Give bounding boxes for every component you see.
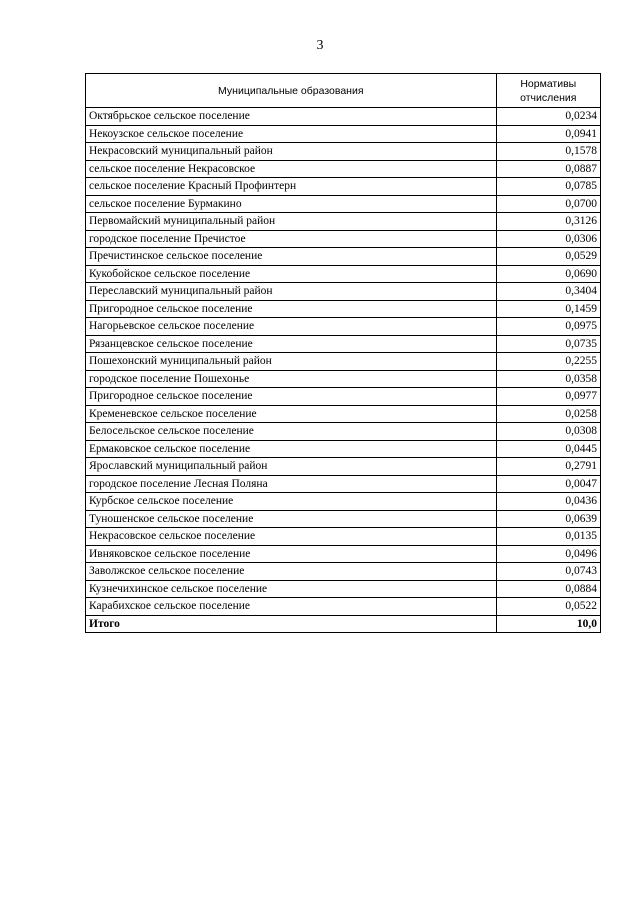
table-row [86,178,601,196]
norm-value: 0,0234 [496,108,600,126]
municipality-name: Первомайский муниципальный район [86,213,497,231]
table-row [86,458,601,476]
norm-value: 0,1459 [496,300,600,318]
norm-value: 0,0135 [496,528,600,546]
table-row [86,580,601,598]
table-body [86,108,601,633]
municipality-name: Заволжское сельское поселение [86,563,497,581]
norm-value: 0,1578 [496,143,600,161]
municipality-name: Курбское сельское поселение [86,493,497,511]
norms-table [85,73,601,633]
total-row [86,615,601,633]
norm-value: 0,0445 [496,440,600,458]
total-value: 10,0 [496,615,600,633]
norm-value: 0,0690 [496,265,600,283]
table-row [86,353,601,371]
table-row [86,545,601,563]
table-row [86,370,601,388]
norm-value: 0,2255 [496,353,600,371]
table-row [86,405,601,423]
header-norms [496,74,600,108]
header-municipalities: Муниципальные образования [86,74,497,108]
table-row [86,598,601,616]
municipality-name: Кузнечихинское сельское поселение [86,580,497,598]
norm-value: 0,3126 [496,213,600,231]
norm-value: 0,0308 [496,423,600,441]
municipality-name: Ивняковское сельское поселение [86,545,497,563]
norm-value: 0,0785 [496,178,600,196]
norm-value: 0,0258 [496,405,600,423]
table-row [86,510,601,528]
table-row [86,493,601,511]
table-row [86,318,601,336]
table-row [86,475,601,493]
municipality-name: городское поселение Пошехонье [86,370,497,388]
municipality-name: городское поселение Лесная Поляна [86,475,497,493]
municipality-name: городское поселение Пречистое [86,230,497,248]
municipality-name: Ярославский муниципальный район [86,458,497,476]
norm-value: 0,0975 [496,318,600,336]
table-row [86,143,601,161]
municipality-name: Белосельское сельское поселение [86,423,497,441]
norm-value: 0,2791 [496,458,600,476]
municipality-name: Рязанцевское сельское поселение [86,335,497,353]
norm-value: 0,0522 [496,598,600,616]
header-norms-line1: Нормативы [520,77,577,90]
norm-value: 0,0047 [496,475,600,493]
page-number: 3 [316,38,324,53]
table-row [86,230,601,248]
municipality-name: сельское поселение Некрасовское [86,160,497,178]
municipality-name: Туношенское сельское поселение [86,510,497,528]
norm-value: 0,0639 [496,510,600,528]
total-label: Итого [86,615,497,633]
norm-value: 0,3404 [496,283,600,301]
table-row [86,563,601,581]
norm-value: 0,0735 [496,335,600,353]
municipality-name: Пошехонский муниципальный район [86,353,497,371]
table-row [86,125,601,143]
norm-value: 0,0700 [496,195,600,213]
table-row [86,213,601,231]
norm-value: 0,0941 [496,125,600,143]
norm-value: 0,0496 [496,545,600,563]
table-row [86,248,601,266]
municipality-name: сельское поселение Бурмакино [86,195,497,213]
municipality-name: сельское поселение Красный Профинтерн [86,178,497,196]
norm-value: 0,0306 [496,230,600,248]
municipality-name: Пригородное сельское поселение [86,388,497,406]
municipality-name: Карабихское сельское поселение [86,598,497,616]
table-row [86,108,601,126]
table-header-row [86,74,601,108]
table-row [86,423,601,441]
table-row [86,283,601,301]
header-norms-line2: отчисления [520,91,577,104]
norm-value: 0,0977 [496,388,600,406]
municipality-name: Пригородное сельское поселение [86,300,497,318]
table-row [86,528,601,546]
table-row [86,440,601,458]
table-row [86,335,601,353]
norm-value: 0,0358 [496,370,600,388]
municipality-name: Некрасовское сельское поселение [86,528,497,546]
table-row [86,160,601,178]
table-row [86,195,601,213]
norm-value: 0,0529 [496,248,600,266]
norm-value: 0,0884 [496,580,600,598]
municipality-name: Кременевское сельское поселение [86,405,497,423]
municipality-name: Некрасовский муниципальный район [86,143,497,161]
municipality-name: Нагорьевское сельское поселение [86,318,497,336]
table-row [86,388,601,406]
table-row [86,265,601,283]
municipality-name: Некоузское сельское поселение [86,125,497,143]
municipality-name: Переславский муниципальный район [86,283,497,301]
norm-value: 0,0436 [496,493,600,511]
municipality-name: Ермаковское сельское поселение [86,440,497,458]
municipality-name: Кукобойское сельское поселение [86,265,497,283]
table-row [86,300,601,318]
municipality-name: Пречистинское сельское поселение [86,248,497,266]
norm-value: 0,0743 [496,563,600,581]
municipality-name: Октябрьское сельское поселение [86,108,497,126]
norm-value: 0,0887 [496,160,600,178]
